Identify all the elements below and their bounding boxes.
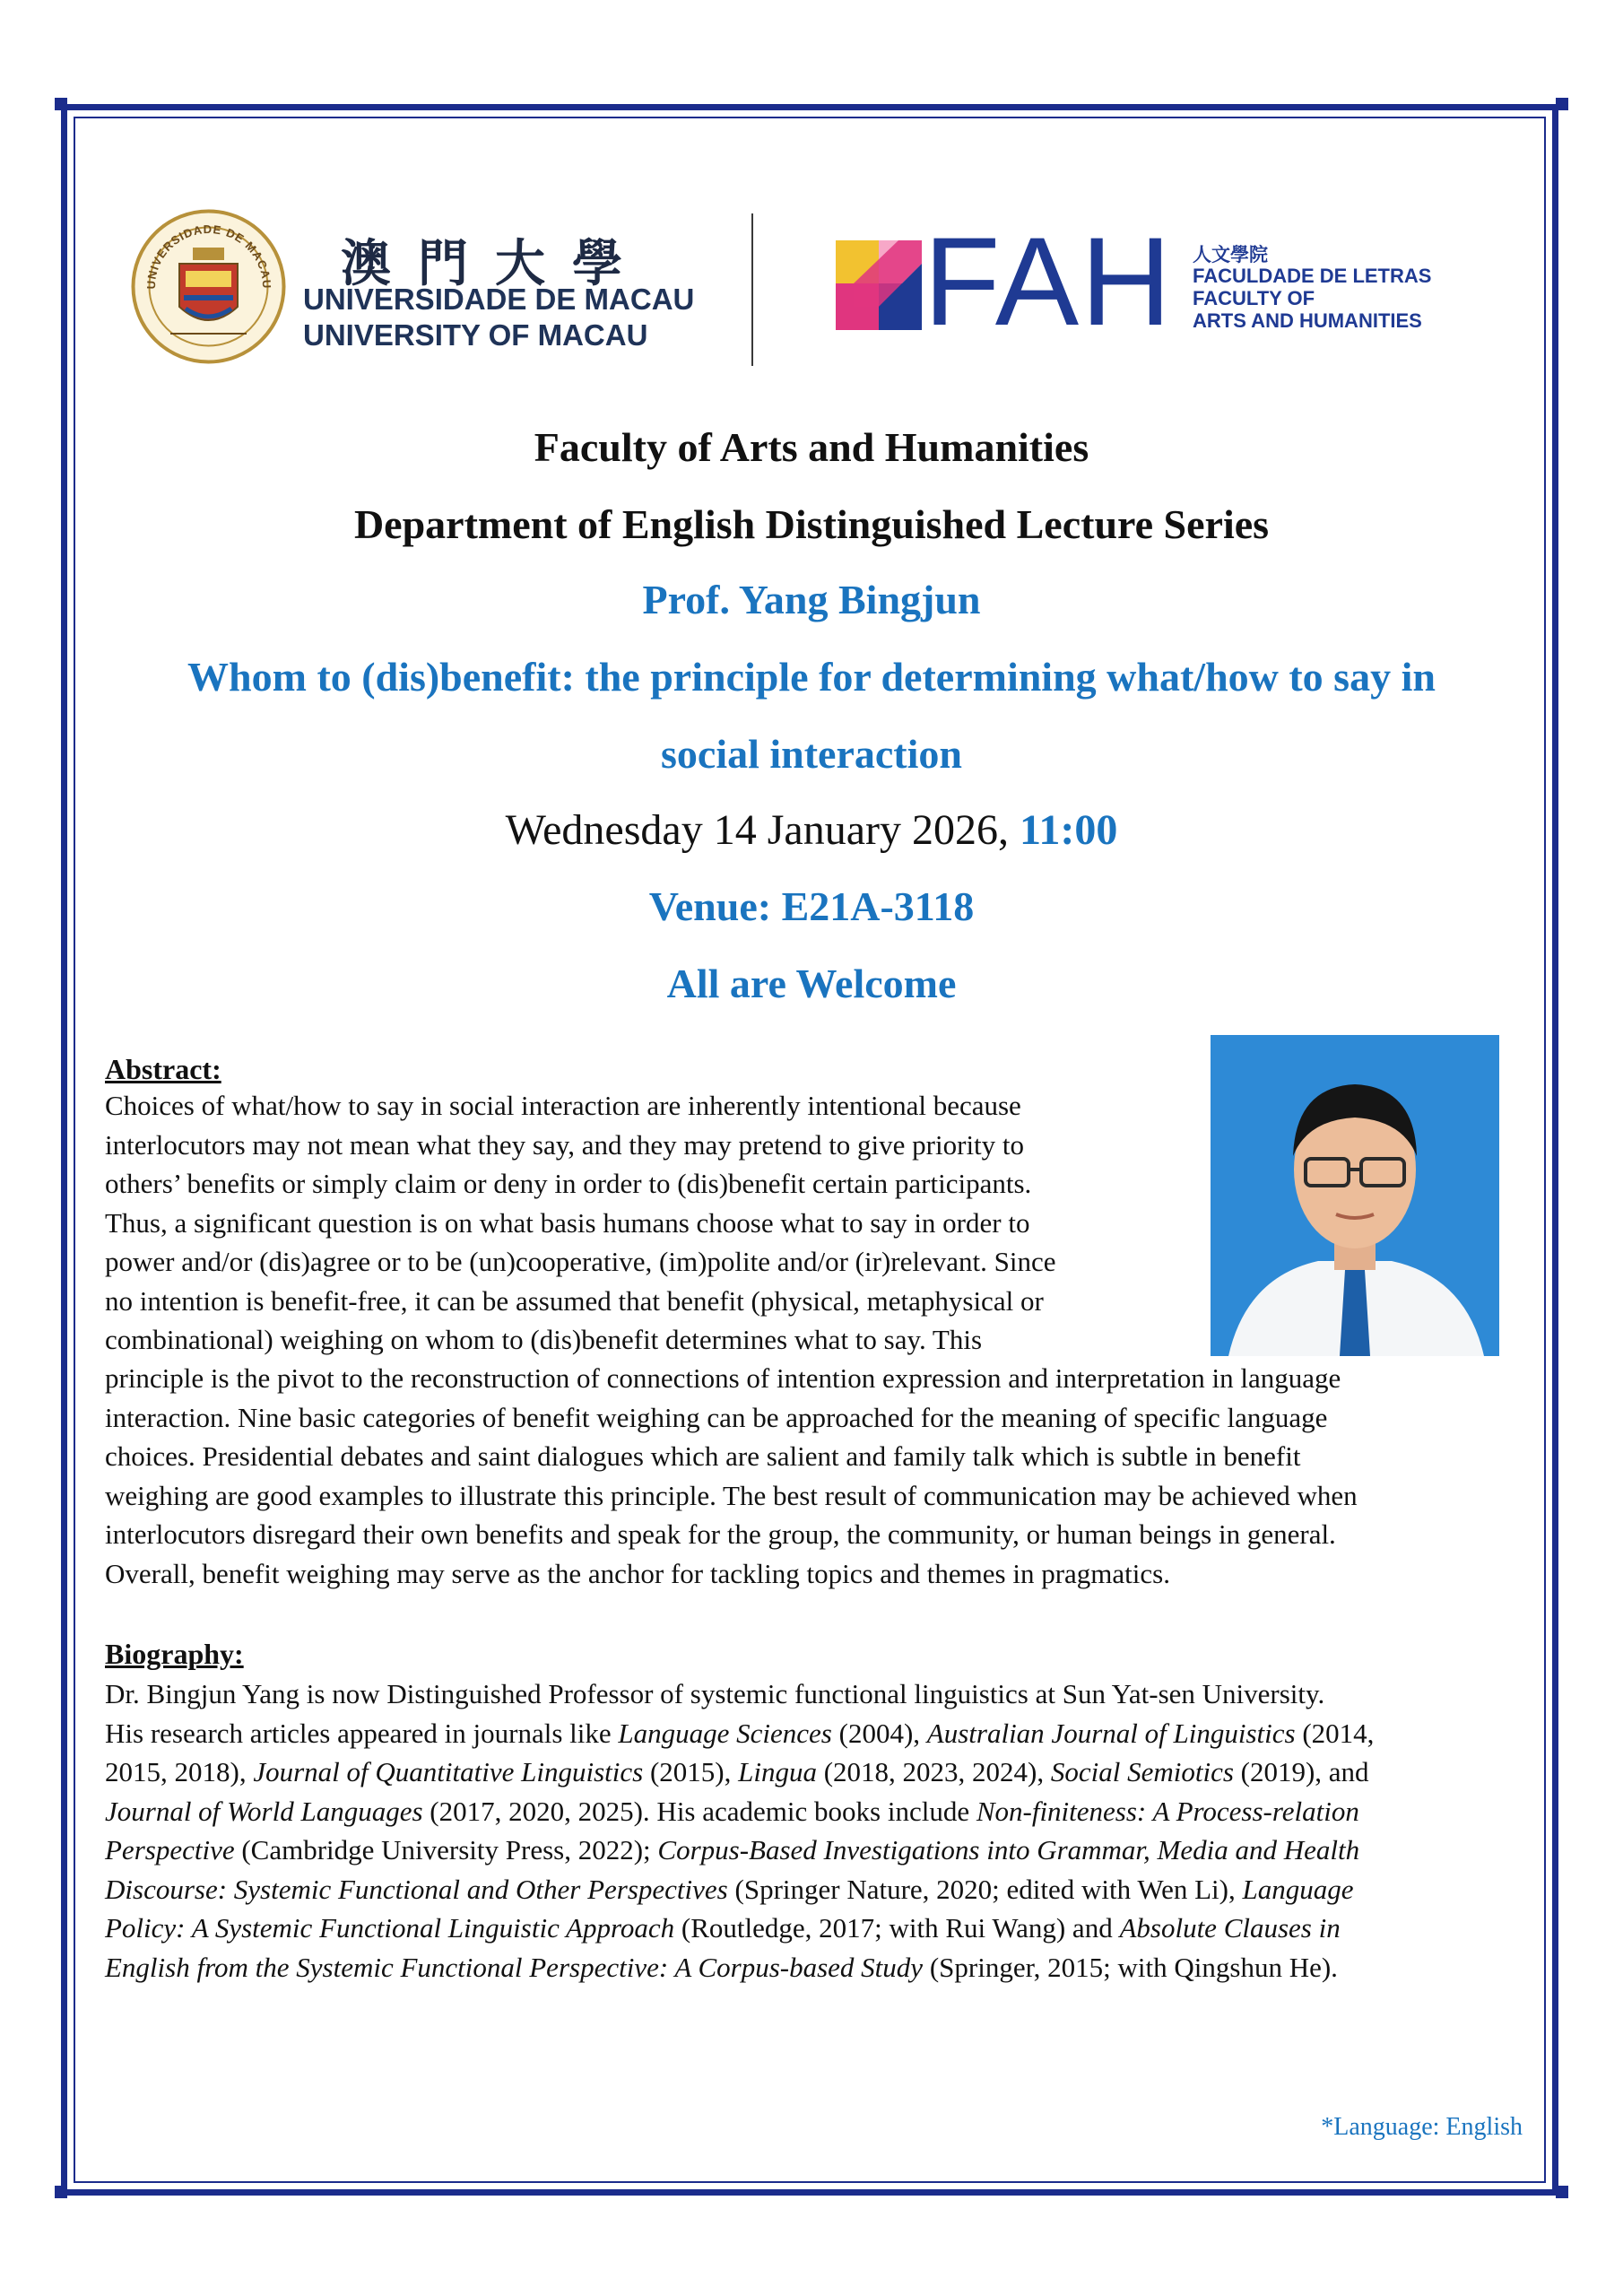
journal-title: Social Semiotics xyxy=(1050,1756,1234,1787)
book-title: Perspective xyxy=(105,1834,235,1866)
biography-line xyxy=(105,1948,1535,1987)
bio-text: (Cambridge University Press, 2022); xyxy=(234,1834,658,1866)
biography-line xyxy=(105,1674,1535,1714)
event-venue: Venue: E21A-3118 xyxy=(648,883,975,929)
biography-line xyxy=(105,1870,1535,1909)
book-title: English from the Systemic Functional Perspective: A Corpus-based Study xyxy=(105,1951,924,1983)
bio-text: (Springer, 2015; with Qingshun He). xyxy=(923,1951,1338,1983)
abstract-line: Overall, benefit weighing may serve as the anchor for tackling topics and themes in pragmatics. xyxy=(105,1557,1170,1589)
bio-text: (2004), xyxy=(831,1717,927,1749)
welcome-note: All are Welcome xyxy=(666,961,957,1006)
journal-title: Journal of World Languages xyxy=(105,1795,423,1827)
abstract-line: no intention is benefit-free, it can be assumed that benefit (physical, metaphysical or xyxy=(105,1284,1044,1317)
bio-text: (Routledge, 2017; with Rui Wang) and xyxy=(674,1912,1120,1944)
university-name-chinese: 澳門大學 xyxy=(341,234,649,293)
book-title: Non-finiteness: A Process-relation xyxy=(976,1795,1359,1827)
abstract-line: choices. Presidential debates and saint dialogues which are salient and family talk which is subtle in benefit xyxy=(105,1440,1301,1472)
fah-name-portuguese: FACULDADE DE LETRAS xyxy=(1193,265,1432,287)
event-date-time xyxy=(90,805,1533,855)
fah-color-block-logo xyxy=(836,240,922,330)
frame-corner-bottom-right xyxy=(1556,2186,1568,2198)
university-of-macau-seal-logo xyxy=(130,208,287,365)
biography-heading: Biography: xyxy=(105,1638,244,1670)
speaker-name: Prof. Yang Bingjun xyxy=(642,577,981,622)
fah-acronym: FAH xyxy=(924,211,1174,352)
abstract-paragraph-wide xyxy=(105,1359,1535,1593)
university-name-english: UNIVERSITY OF MACAU xyxy=(303,318,648,352)
abstract-heading: Abstract: xyxy=(105,1053,221,1085)
abstract-line: Choices of what/how to say in social interaction are inherently intentional because xyxy=(105,1090,1021,1121)
header-divider xyxy=(751,213,753,366)
abstract-line: combinational) weighing on whom to (dis)benefit determines what to say. This xyxy=(105,1324,983,1355)
bio-text: (Springer Nature, 2020; edited with Wen Li), xyxy=(727,1873,1243,1905)
bio-text: (2015), xyxy=(643,1756,739,1787)
biography-line xyxy=(105,1792,1535,1831)
journal-title: Lingua xyxy=(738,1756,817,1787)
fah-name-english-line2: ARTS AND HUMANITIES xyxy=(1193,309,1422,332)
book-title: Corpus-Based Investigations into Grammar, Media and Health xyxy=(657,1834,1360,1866)
biography-line xyxy=(105,1831,1535,1870)
frame-corner-top-right xyxy=(1556,98,1568,110)
abstract-line: weighing are good examples to illustrate this principle. The best result of communication may be achieved when xyxy=(105,1479,1358,1511)
lecture-series-heading: Department of English Distinguished Lecture Series xyxy=(353,501,1270,547)
event-date: Wednesday 14 January 2026, xyxy=(505,806,1020,854)
fah-name-chinese: 人文學院 xyxy=(1193,244,1268,265)
abstract-line: interlocutors disregard their own benefits and speak for the group, the community, or human beings in general. xyxy=(105,1518,1336,1550)
biography-line xyxy=(105,1752,1535,1792)
abstract-paragraph-narrow xyxy=(105,1086,1194,1360)
book-title: Discourse: Systemic Functional and Other Perspectives xyxy=(105,1873,728,1905)
abstract-line: interaction. Nine basic categories of benefit weighing can be approached for the meaning of specific language xyxy=(105,1401,1328,1433)
bio-text: (2019), and xyxy=(1233,1756,1369,1787)
book-title: Absolute Clauses in xyxy=(1119,1912,1341,1944)
biography-line xyxy=(105,1909,1535,1948)
journal-title: Journal of Quantitative Linguistics xyxy=(253,1756,644,1787)
biography-line xyxy=(105,1714,1535,1753)
fah-name-english-line1: FACULTY OF xyxy=(1193,287,1315,309)
lecture-title-line1: Whom to (dis)benefit: the principle for determining what/how to say in xyxy=(187,654,1436,700)
journal-title: Australian Journal of Linguistics xyxy=(926,1717,1296,1749)
frame-corner-bottom-left xyxy=(55,2186,67,2198)
seal-ring-text: UNIVERSIDADE DE MACAU xyxy=(143,222,274,290)
abstract-line: others’ benefits or simply claim or deny in order to (dis)benefit certain participants. xyxy=(105,1168,1032,1199)
book-title: Policy: A Systemic Functional Linguistic Approach xyxy=(105,1912,675,1944)
faculty-heading: Faculty of Arts and Humanities xyxy=(534,424,1089,470)
language-note: *Language: English xyxy=(1321,2113,1523,2141)
bio-text: 2015, 2018), xyxy=(105,1756,254,1787)
event-time: 11:00 xyxy=(1019,806,1118,854)
frame-corner-top-left xyxy=(55,98,67,110)
bio-text: His research articles appeared in journals like xyxy=(105,1717,619,1749)
bio-text: (2017, 2020, 2025). His academic books include xyxy=(422,1795,976,1827)
speaker-photo xyxy=(1211,1035,1499,1356)
bio-text: Dr. Bingjun Yang is now Distinguished Professor of systemic functional linguistics at Sun Yat-sen University. xyxy=(105,1678,1325,1709)
bio-text: (2014, xyxy=(1295,1717,1375,1749)
university-name-portuguese: UNIVERSIDADE DE MACAU xyxy=(303,283,695,316)
abstract-line: Thus, a significant question is on what basis humans choose what to say in order to xyxy=(105,1206,1030,1239)
abstract-line: power and/or (dis)agree or to be (un)cooperative, (im)polite and/or (ir)relevant. Since xyxy=(105,1246,1056,1277)
biography-paragraph xyxy=(105,1674,1535,1987)
abstract-line: principle is the pivot to the reconstruction of connections of intention expression and interpretation in language xyxy=(105,1362,1341,1394)
lecture-title-line2: social interaction xyxy=(661,731,962,777)
book-title: Language xyxy=(1242,1873,1354,1905)
abstract-line: interlocutors may not mean what they say, and they may pretend to give priority to xyxy=(105,1128,1025,1161)
bio-text: (2018, 2023, 2024), xyxy=(816,1756,1051,1787)
journal-title: Language Sciences xyxy=(618,1717,832,1749)
